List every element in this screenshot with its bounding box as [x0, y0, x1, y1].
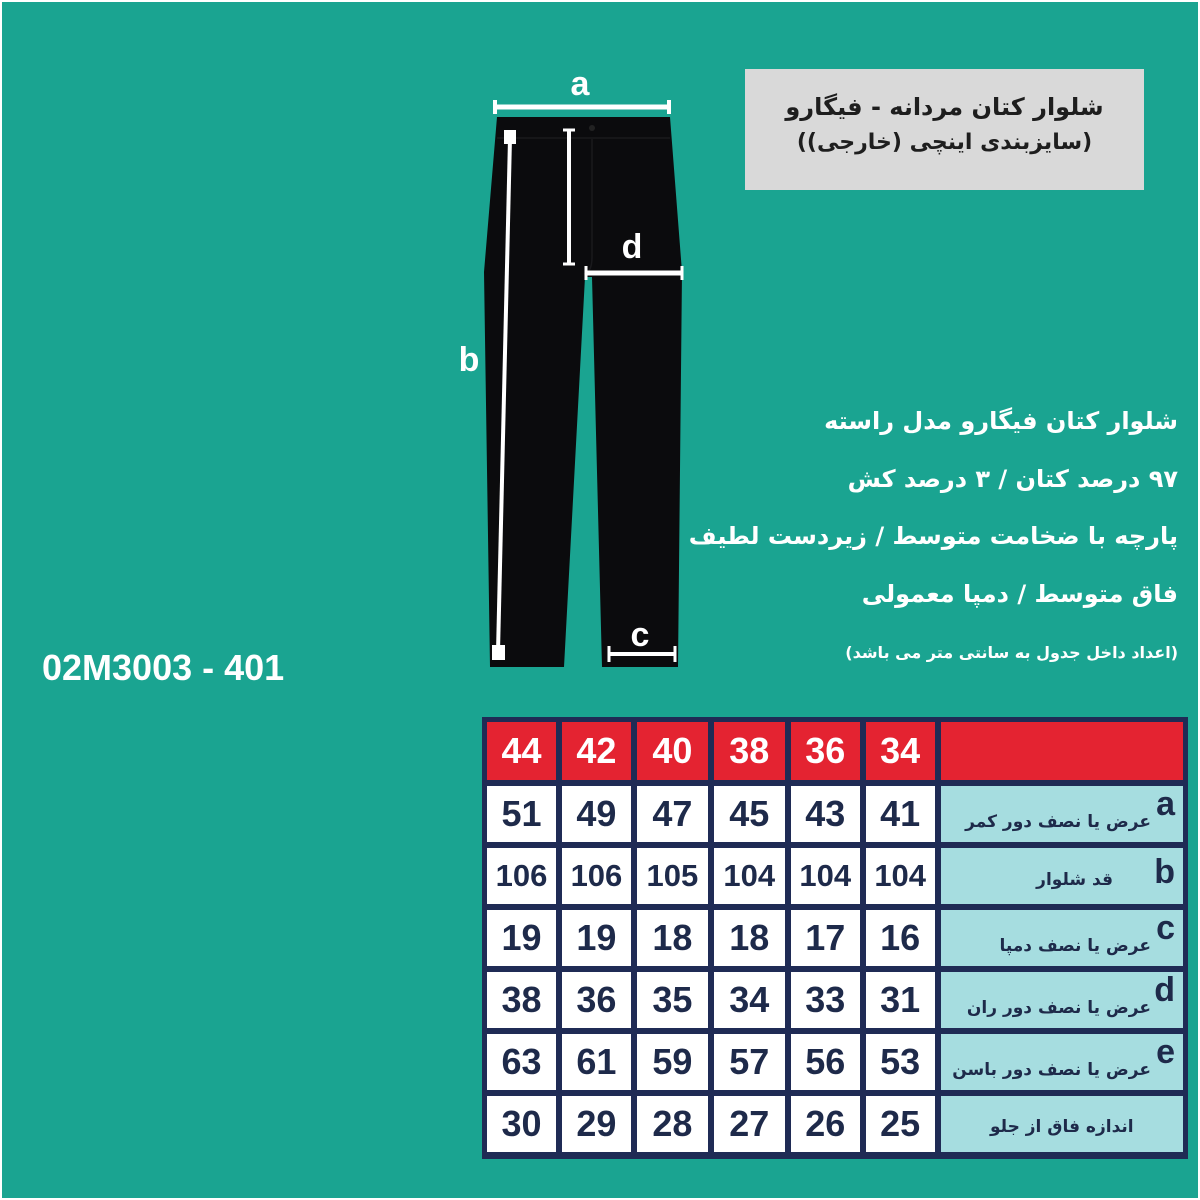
header-label-cell — [941, 722, 1183, 780]
table-cell: 104 — [714, 848, 785, 904]
label-c: c — [630, 616, 650, 654]
table-cell: 43 — [791, 786, 860, 842]
table-cell: 57 — [714, 1034, 785, 1090]
table-cell: 30 — [487, 1096, 556, 1152]
label-a: a — [570, 65, 590, 103]
table-cell: 41 — [866, 786, 935, 842]
label-d: d — [621, 228, 643, 266]
title-sub: (سایزبندی اینچی (خارجی)) — [796, 130, 1093, 155]
size-header-cell: 44 — [487, 722, 556, 780]
row-label-cell — [941, 786, 1183, 842]
row-letter: c — [1156, 909, 1175, 947]
row-letter: d — [1154, 971, 1175, 1009]
table-cell: 17 — [791, 910, 860, 966]
row-label: عرض یا نصف دور ران — [966, 998, 1151, 1018]
table-cell: 45 — [714, 786, 785, 842]
table-row — [487, 1096, 1183, 1152]
table-cell: 31 — [866, 972, 935, 1028]
table-cell: 63 — [487, 1034, 556, 1090]
table-cell: 106 — [562, 848, 631, 904]
table-cell: 33 — [791, 972, 860, 1028]
table-unit-note: (اعداد داخل جدول به سانتی متر می باشد) — [845, 643, 1178, 662]
table-cell: 56 — [791, 1034, 860, 1090]
row-label-cell — [941, 848, 1183, 904]
pants-silhouette — [484, 117, 682, 667]
table-cell: 19 — [562, 910, 631, 966]
table-cell: 49 — [562, 786, 631, 842]
table-cell: 16 — [866, 910, 935, 966]
table-row — [487, 910, 1183, 966]
description-line-2: ۹۷ درصد کتان / ۳ درصد کش — [847, 465, 1178, 493]
table-header-row — [487, 722, 1183, 780]
table-cell: 36 — [562, 972, 631, 1028]
table-cell: 59 — [637, 1034, 708, 1090]
row-label: اندازه فاق از جلو — [990, 1117, 1134, 1137]
table-cell: 53 — [866, 1034, 935, 1090]
row-label-cell — [941, 972, 1183, 1028]
row-letter: e — [1156, 1033, 1175, 1071]
size-header-cell: 42 — [562, 722, 631, 780]
row-label-cell — [941, 1034, 1183, 1090]
row-label-cell — [941, 1096, 1183, 1152]
table-cell: 28 — [637, 1096, 708, 1152]
table-cell: 47 — [637, 786, 708, 842]
description-line-1: شلوار کتان فیگارو مدل راسته — [824, 407, 1178, 435]
size-header-cell: 34 — [866, 722, 935, 780]
table-cell: 26 — [791, 1096, 860, 1152]
title-box — [745, 69, 1144, 190]
table-cell: 104 — [866, 848, 935, 904]
size-header-cell: 38 — [714, 722, 785, 780]
table-cell: 19 — [487, 910, 556, 966]
table-cell: 61 — [562, 1034, 631, 1090]
row-label: عرض یا نصف دور کمر — [965, 812, 1151, 832]
description-line-3: پارچه با ضخامت متوسط / زیردست لطیف — [688, 522, 1178, 550]
table-row — [487, 1034, 1183, 1090]
size-header-cell: 36 — [791, 722, 860, 780]
table-cell: 105 — [637, 848, 708, 904]
table-cell: 18 — [714, 910, 785, 966]
table-cell: 34 — [714, 972, 785, 1028]
size-table — [482, 717, 1188, 1159]
label-b: b — [458, 341, 480, 379]
table-cell: 18 — [637, 910, 708, 966]
row-label: قد شلوار — [1036, 870, 1113, 890]
table-cell: 29 — [562, 1096, 631, 1152]
pants-diagram — [442, 62, 722, 682]
table-cell: 35 — [637, 972, 708, 1028]
table-cell: 25 — [866, 1096, 935, 1152]
table-row — [487, 972, 1183, 1028]
table-row — [487, 786, 1183, 842]
product-code: 02M3003 - 401 — [42, 647, 285, 688]
row-letter: b — [1154, 853, 1175, 891]
table-cell: 104 — [791, 848, 860, 904]
table-cell: 38 — [487, 972, 556, 1028]
row-label-cell — [941, 910, 1183, 966]
table-row — [487, 848, 1183, 904]
size-header-cell: 40 — [637, 722, 708, 780]
row-label: عرض یا نصف دور باسن — [952, 1060, 1151, 1080]
table-cell: 106 — [487, 848, 556, 904]
row-label: عرض یا نصف دمپا — [999, 936, 1151, 956]
title-main: شلوار کتان مردانه - فیگارو — [785, 93, 1104, 121]
row-letter: a — [1156, 785, 1175, 823]
description-line-4: فاق متوسط / دمپا معمولی — [861, 580, 1178, 608]
table-cell: 27 — [714, 1096, 785, 1152]
table-cell: 51 — [487, 786, 556, 842]
